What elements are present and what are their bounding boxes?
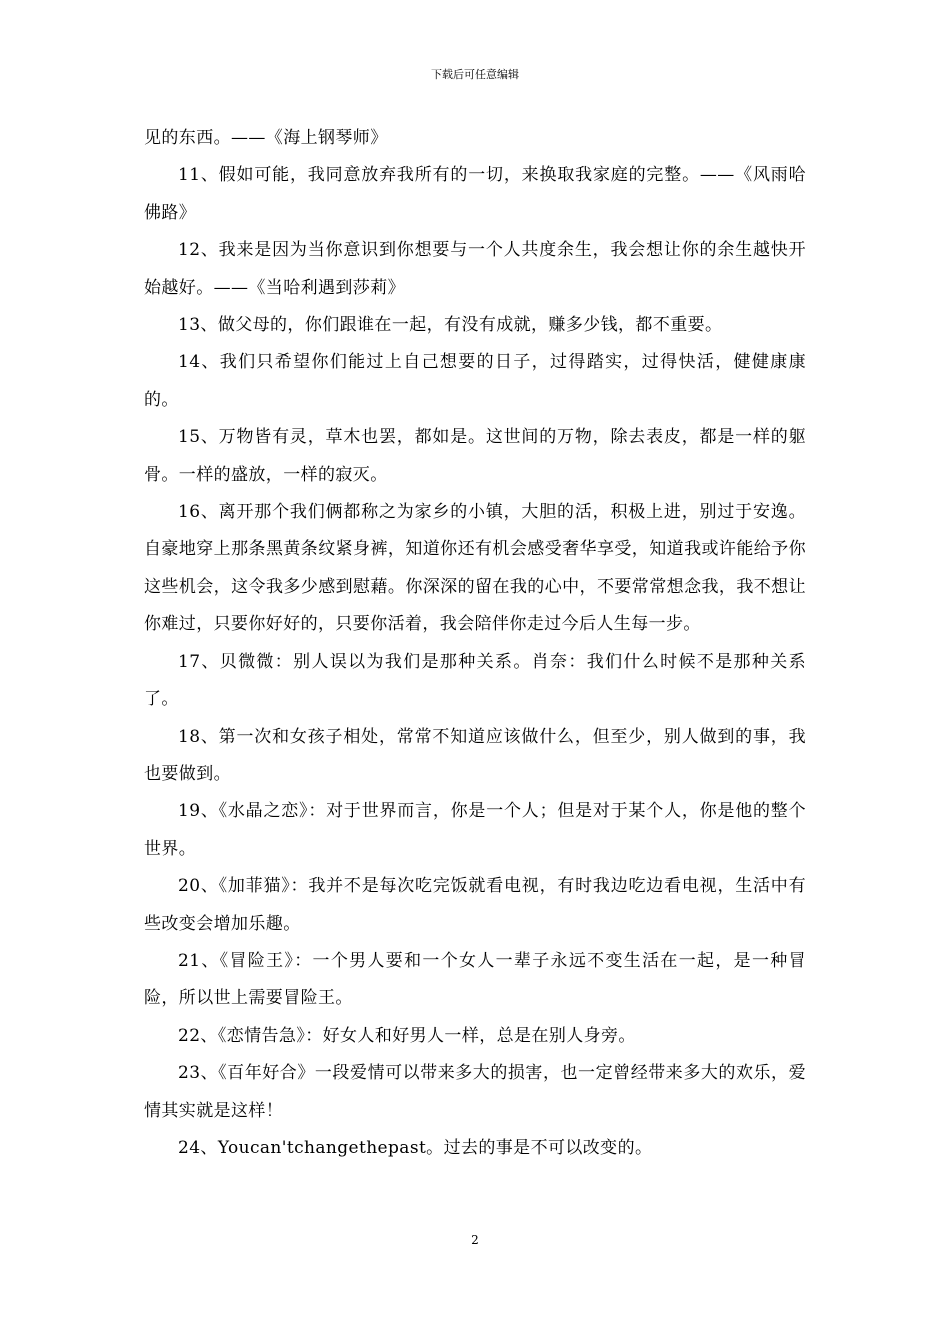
paragraph-21: 21、《冒险王》：一个男人要和一个女人一辈子永远不变生活在一起，是一种冒险，所以世上需要冒险王。 [144,950,806,1009]
paragraph-12: 12、我来是因为当你意识到你想要与一个人共度余生，我会想让你的余生越快开始越好。——《当哈利遇到莎莉》 [144,240,806,298]
page-header: 下载后可任意编辑 [431,68,519,81]
paragraph-continuation: 见的东西。——《海上钢琴师》 [144,128,388,148]
paragraph-24: 24、Youcan'tchangethepast。过去的事是不可以改变的。 [178,1137,653,1158]
paragraph-17: 17、贝微微：别人误以为我们是那种关系。肖奈：我们什么时候不是那种关系了。 [144,651,806,710]
paragraph-14: 14、我们只希望你们能过上自己想要的日子，过得踏实，过得快活，健健康康的。 [144,352,806,410]
paragraph-18: 18、第一次和女孩子相处，常常不知道应该做什么，但至少，别人做到的事，我也要做到。 [144,726,806,784]
paragraph-23: 23、《百年好合》一段爱情可以带来多大的损害，也一定曾经带来多大的欢乐，爱情其实就是这样！ [144,1063,806,1121]
paragraph-22: 22、《恋情告急》：好女人和好男人一样，总是在别人身旁。 [178,1025,636,1046]
paragraph-13: 13、做父母的，你们跟谁在一起，有没有成就，赚多少钱，都不重要。 [178,315,723,336]
paragraph-16: 16、离开那个我们俩都称之为家乡的小镇，大胆的活，积极上进，别过于安逸。自豪地穿上那条黑黄条纹紧身裤，知道你还有机会感受奢华享受，知道我或许能给予你这些机会，这令我多少感到慰藉。你深深的留在我的心中，不要常常想念我，我不想让你难过，只要你好好的，只要你活着，我会陪伴你走过今后人生每一步。 [144,502,806,635]
document-body [144,120,806,1167]
paragraph-19: 19、《水晶之恋》：对于世界而言，你是一个人；但是对于某个人，你是他的整个世界。 [144,801,806,859]
paragraph-11: 11、假如可能，我同意放弃我所有的一切，来换取我家庭的完整。——《风雨哈佛路》 [144,165,806,223]
page-number: 2 [471,1233,479,1247]
paragraph-20: 20、《加菲猫》：我并不是每次吃完饭就看电视，有时我边吃边看电视，生活中有些改变会增加乐趣。 [144,876,806,934]
paragraph-15: 15、万物皆有灵，草木也罢，都如是。这世间的万物，除去表皮，都是一样的躯骨。一样的盛放，一样的寂灭。 [144,427,806,485]
